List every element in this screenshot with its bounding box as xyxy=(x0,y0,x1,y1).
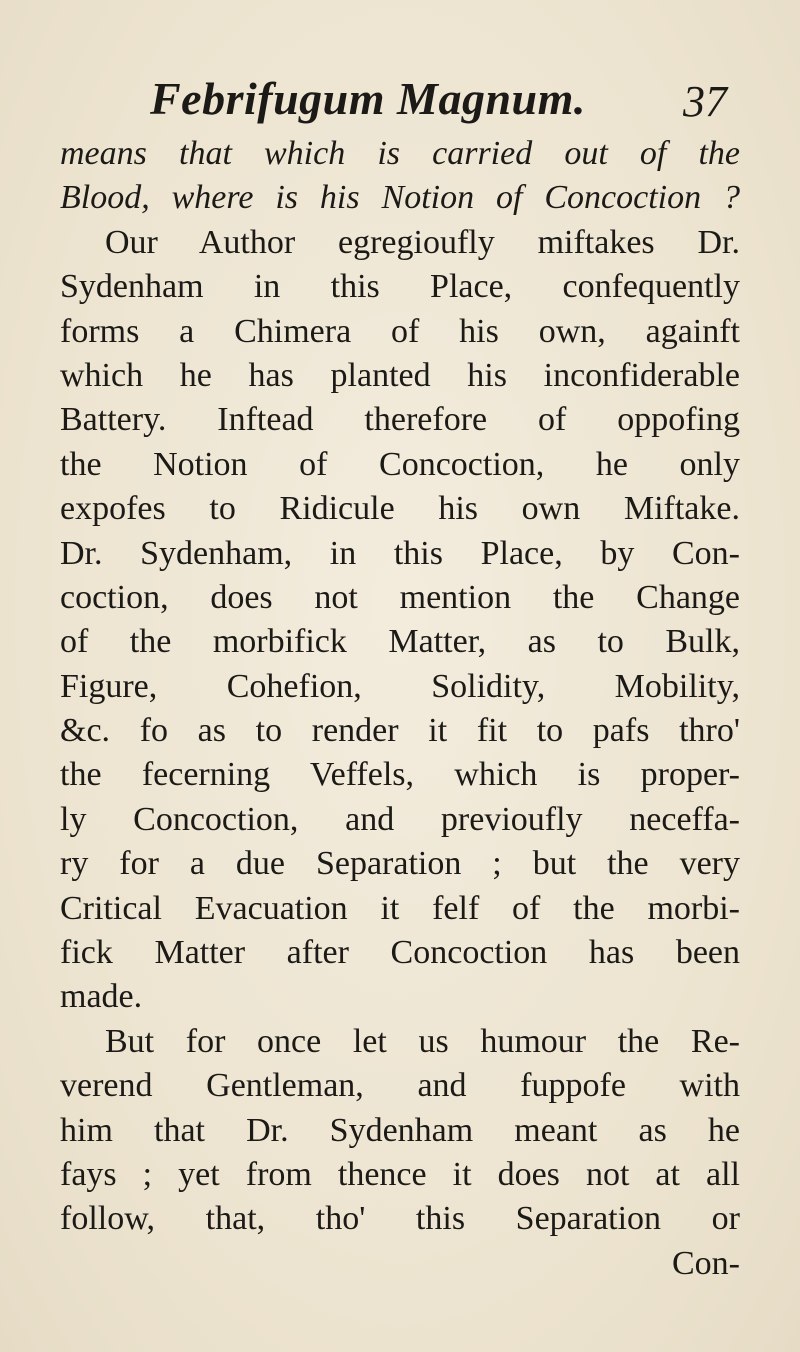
text-line: ry for a due Separation ; but the very xyxy=(60,845,740,883)
text-line: Battery. Inftead therefore of oppofing xyxy=(60,401,740,439)
text-line: Dr. Sydenham, in this Place, by Con- xyxy=(60,534,740,572)
text-line: forms a Chimera of his own, againft xyxy=(60,312,740,350)
text-line: expofes to Ridicule his own Miftake. xyxy=(60,490,740,528)
page-header xyxy=(0,72,800,128)
text-line: Sydenham in this Place, confequently xyxy=(60,268,740,306)
text-line: the Notion of Concoction, he only xyxy=(60,445,740,483)
text-line: means that which is carried out of the xyxy=(60,135,740,172)
page-number: 37 xyxy=(683,77,727,126)
text-line: verend Gentleman, and fuppofe with xyxy=(60,1067,740,1105)
text-line: which he has planted his inconfiderable xyxy=(60,356,740,394)
text-line: Critical Evacuation it felf of the morbi- xyxy=(60,889,740,927)
text-line: the fecerning Veffels, which is proper- xyxy=(60,756,740,794)
text-line: coction, does not mention the Change xyxy=(60,578,740,616)
text-line: Figure, Cohefion, Solidity, Mobility, xyxy=(60,667,740,705)
text-line: &c. fo as to render it fit to pafs thro' xyxy=(60,712,740,750)
text-line: of the morbifick Matter, as to Bulk, xyxy=(60,623,740,661)
body-text xyxy=(60,132,740,1286)
text-line: Our Author egregioufly miftakes Dr. xyxy=(105,223,740,261)
catchword: Con- xyxy=(672,1244,740,1282)
text-line: him that Dr. Sydenham meant as he xyxy=(60,1111,740,1149)
text-line: fays ; yet from thence it does not at all xyxy=(60,1155,740,1193)
text-line: Blood, where is his Notion of Concoction ? xyxy=(60,179,740,217)
text-line: made. xyxy=(60,978,143,1016)
text-line: fick Matter after Concoction has been xyxy=(60,934,740,972)
text-line: ly Concoction, and previoufly neceffa- xyxy=(60,800,740,838)
text-line: follow, that, tho' this Separation or xyxy=(60,1200,740,1238)
text-line: But for once let us humour the Re- xyxy=(105,1022,740,1060)
running-title: Febrifugum Magnum. xyxy=(150,73,586,124)
